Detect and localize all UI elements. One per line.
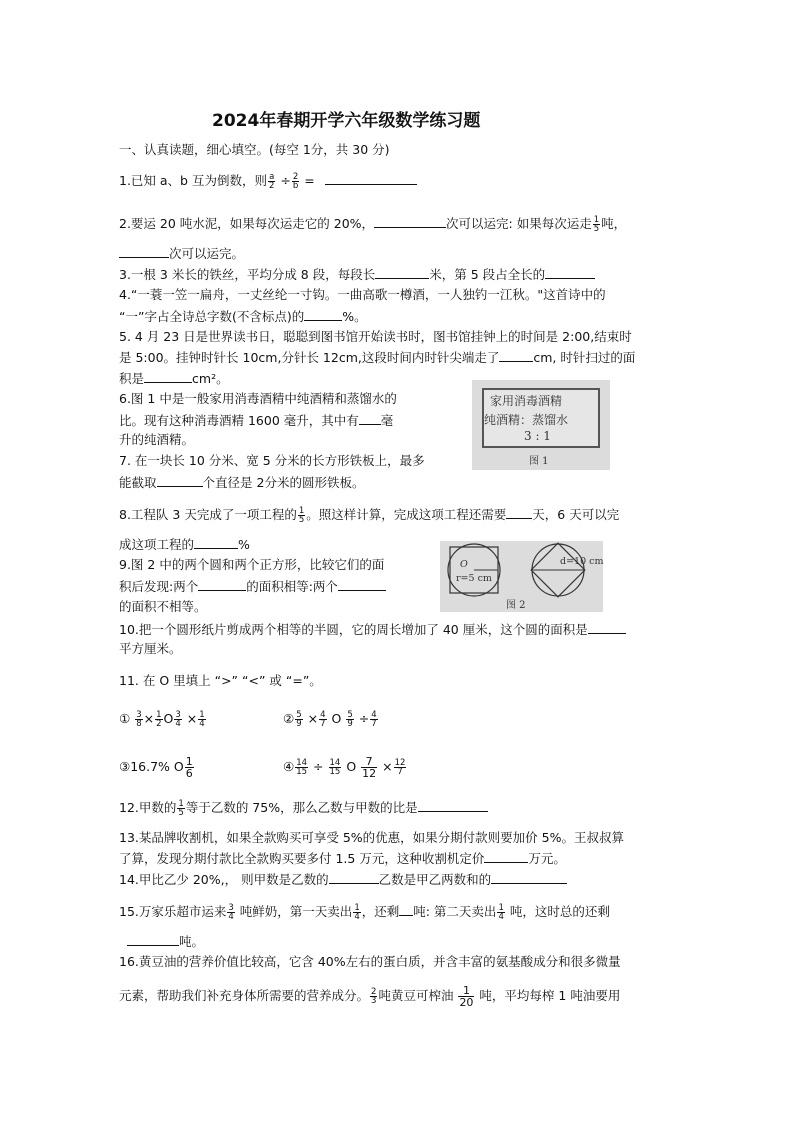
question-5: 5. 4 月 23 日是世界读书日，聪聪到图书馆开始读书时，图书馆挂钟上的时间是 2:00,结束时 — [119, 329, 632, 344]
question-5-cont2: 积是 cm²。 — [119, 371, 229, 386]
answer-blank[interactable] — [375, 265, 429, 279]
question-11: 11. 在 O 里填上 “>” “<” 或 “=”。 — [119, 673, 322, 688]
compare-item-4: ④ $\frac{14}{15}$ ÷ $\frac{14}{15}$ O $\frac{7}{12}$ × $\frac{12}{7}$ — [283, 755, 406, 780]
answer-blank[interactable] — [588, 620, 626, 634]
compare-circle[interactable]: O — [173, 759, 184, 774]
answer-blank[interactable] — [484, 849, 528, 863]
question-8: 8.工程队 3 天完成了一项工程的 $\frac{1}{5}$ 。照这样计算，完成这项工程还需要 天，6 天可以完 — [119, 506, 620, 525]
answer-blank[interactable] — [359, 411, 381, 425]
answer-blank[interactable] — [198, 577, 246, 591]
section-heading: 一、认真读题，细心填空。(每空 1分，共 30 分) — [119, 142, 390, 157]
answer-blank[interactable] — [491, 870, 567, 884]
answer-blank[interactable] — [545, 265, 595, 279]
answer-blank[interactable] — [338, 577, 386, 591]
question-15: 15.万家乐超市运来 $\frac{3}{4}$ 吨鲜奶，第一天卖出 $\frac{1}{4}$ ，还剩 吨: 第二天卖出 $\frac{1}{4}$ 吨，这时总的还剩 — [119, 903, 610, 922]
answer-blank[interactable] — [325, 171, 417, 185]
answer-blank[interactable] — [399, 902, 413, 916]
question-9-cont: 积后发现:两个 的面积相等:两个 — [119, 577, 386, 596]
answer-blank[interactable] — [127, 932, 179, 946]
question-8-cont: 成这项工程的 % — [119, 537, 250, 552]
answer-blank[interactable] — [157, 473, 203, 487]
question-12: 12.甲数的 $\frac{1}{5}$ 等于乙数的 75%，那么乙数与甲数的比是 — [119, 798, 488, 817]
question-7-cont: 能截取 个直径是 2分米的圆形铁板。 — [119, 475, 365, 490]
answer-blank[interactable] — [119, 244, 169, 258]
answer-blank[interactable] — [329, 870, 379, 884]
question-16-cont: 元素，帮助我们补充身体所需要的营养成分。 $\frac{2}{3}$ 吨黄豆可榨油 $\frac{1}{20}$ 吨，平均每榨 1 吨油要用 — [119, 984, 621, 1009]
question-6-cont: 比。现有这种消毒酒精 1600 毫升，其中有 毫 — [119, 413, 394, 428]
answer-blank[interactable] — [506, 505, 532, 519]
question-5-cont: 是 5:00。挂钟时针长 10cm,分针长 12cm,这段时间内时针尖端走了 cm, 时针扫过的面 — [119, 350, 636, 365]
question-7: 7. 在一块长 10 分米、宽 5 分米的长方形铁板上，最多 — [119, 453, 425, 468]
compare-item-2: ② $\frac{5}{9}$ × $\frac{4}{7}$ O $\frac{5}{9}$ ÷ $\frac{4}{7}$ — [283, 710, 377, 729]
question-1: 1.已知 a、b 互为倒数，则 $\frac{a}{2}$ ÷ $\frac{2}{b}$ = — [119, 171, 417, 190]
answer-blank[interactable] — [418, 798, 488, 812]
question-9-cont2: 的面积不相等。 — [119, 599, 207, 614]
question-9: 9.图 2 中的两个圆和两个正方形，比较它们的面 — [119, 557, 385, 572]
compare-circle[interactable]: O — [163, 711, 174, 726]
question-2-cont: 次可以运完。 — [119, 244, 244, 263]
answer-blank[interactable] — [499, 348, 533, 362]
figure-1: 家用消毒酒精 纯酒精：蒸馏水 3 : 1 图 1 — [472, 380, 610, 470]
answer-blank[interactable] — [304, 307, 342, 321]
compare-circle[interactable]: O — [346, 759, 357, 774]
question-6: 6.图 1 中是一般家用消毒酒精中纯酒精和蒸馏水的 — [119, 391, 397, 406]
question-6-cont2: 升的纯酒精。 — [119, 432, 195, 447]
question-13-cont: 了算，发现分期付款比全款购买要多付 1.5 万元，这种收割机定价 万元。 — [119, 851, 566, 866]
question-3: 3.一根 3 米长的铁丝，平均分成 8 段，每段长 米，第 5 段占全长的 — [119, 265, 595, 284]
compare-circle[interactable]: O — [331, 711, 342, 726]
question-10: 10.把一个圆形纸片剪成两个相等的半圆，它的周长增加了 40 厘米，这个圆的面积是 — [119, 620, 626, 639]
question-14: 14.甲比乙少 20%,， 则甲数是乙数的 乙数是甲乙两数和的 — [119, 870, 567, 889]
question-2: 2.要运 20 吨水泥，如果每次运走它的 20%， 次可以运完: 如果每次运走 $\frac{1}{5}$ 吨， — [119, 215, 627, 234]
question-10-cont: 平方厘米。 — [119, 641, 182, 656]
question-16: 16.黄豆油的营养价值比较高，它含 40%左右的蛋白质，并含丰富的氨基酸成分和很多微量 — [119, 954, 621, 969]
figure-2: O r=5 cm d=10 cm 图 2 — [440, 541, 603, 612]
page-title: 2024年春期开学六年级数学练习题 — [212, 111, 481, 131]
answer-blank[interactable] — [144, 369, 192, 383]
question-4: 4.“一蓑一笠一扁舟，一丈丝纶一寸钩。一曲高歌一樽酒，一人独钓一江秋。"这首诗中的 — [119, 287, 606, 302]
question-15-cont: 吨。 — [119, 932, 204, 951]
answer-blank[interactable] — [194, 535, 238, 549]
compare-item-3: ③16.7% O $\frac{1}{6}$ — [119, 755, 193, 780]
answer-blank[interactable] — [374, 214, 446, 228]
question-13: 13.某品牌收割机，如果全款购买可享受 5%的优惠，如果分期付款则要加价 5%。王叔叔算 — [119, 830, 624, 845]
question-4-cont: “一”字占全诗总字数(不含标点)的 %。 — [119, 309, 367, 324]
compare-item-1: ① $\frac{3}{8}$ × $\frac{1}{2}$ O $\frac{3}{4}$ × $\frac{1}{4}$ — [119, 710, 205, 729]
